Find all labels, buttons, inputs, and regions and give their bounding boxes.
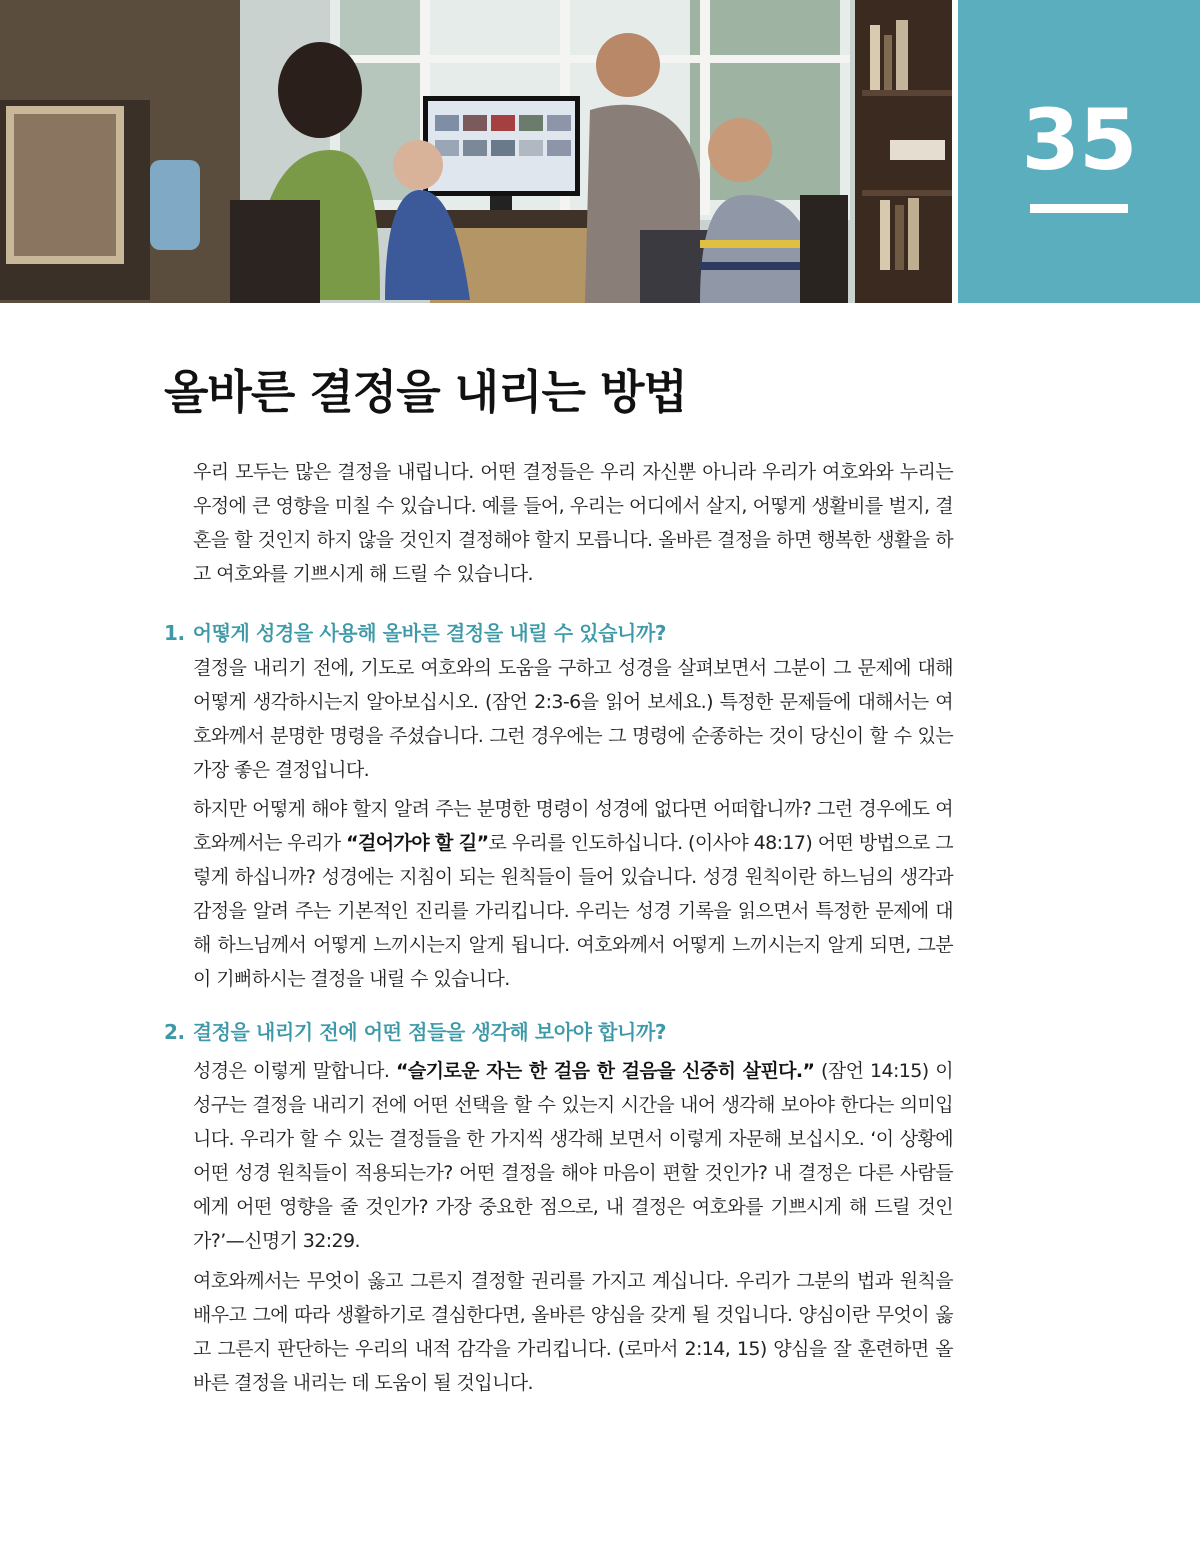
- scripture-quote: “슬기로운 자는 한 걸음 한 걸음을 신중히 살핀다.”: [395, 1060, 815, 1082]
- section1-paragraph-2-start: 하지만 어떻게 해야 할지 알려 주는 분명한 명령이 성경에 없다면 어떠합니까? 그런 경우에도 여호와께서는 우리가: [193, 798, 953, 854]
- section2-paragraph-1: [193, 1054, 953, 1258]
- section2-paragraph-1-end: (잠언 14:15) 이 성구는 결정을 내리기 전에 어떤 선택을 할 수 있는지 시간을 내어 생각해 보아야 한다는 의미입니다. 우리가 할 수 있는 결정들을 한 가지씩 생각해 보면서 이렇게 자문해 보십시오. ‘이 상황에 어떤 성경 원칙들이 적용되는가? 어떤 결정을 해야 마음이 편할 것인가? 내 결정은 다른 사람들에게 어떤 영향을 줄 것인가? 가장 중요한 점으로, 내 결정은 여호와를 기쁘시게 해 드릴 것인가?’—신명기 32:29.: [193, 1060, 953, 1252]
- question-number-2: 2.: [164, 1020, 185, 1044]
- family-computer-illustration: [0, 0, 952, 303]
- section1-paragraph-2-end: 로 우리를 인도하십니다. (이사야 48:17) 어떤 방법으로 그렇게 하십니까? 성경에는 지침이 되는 원칙들이 들어 있습니다. 성경 원칙이란 하느님의 생각과 감정을 알려 주는 기본적인 진리를 가리킵니다. 우리는 성경 기록을 읽으면서 특정한 문제에 대해 하느님께서 어떻게 느끼시는지 알게 됩니다. 여호와께서 어떻게 느끼시는지 알게 되면, 그분이 기뻐하시는 결정을 내릴 수 있습니다.: [193, 832, 953, 990]
- section2-paragraph-1-start: 성경은 이렇게 말합니다.: [193, 1060, 396, 1082]
- question-number-1: 1.: [164, 621, 185, 645]
- section2-paragraph-2: 여호와께서는 무엇이 옳고 그른지 결정할 권리를 가지고 계십니다. 우리가 그분의 법과 원칙을 배우고 그에 따라 생활하기로 결심한다면, 올바른 양심을 갖게 될 것입니다. 양심이란 무엇이 옳고 그른지 판단하는 우리의 내적 감각을 가리킵니다. (로마서 2:14, 15) 양심을 잘 훈련하면 올바른 결정을 내리는 데 도움이 될 것입니다.: [193, 1270, 953, 1394]
- question-heading-1: [164, 617, 666, 646]
- page-title: 올바른 결정을 내리는 방법: [164, 365, 687, 419]
- chapter-number: 35: [1021, 91, 1137, 189]
- intro-paragraph: 우리 모두는 많은 결정을 내립니다. 어떤 결정들은 우리 자신뿐 아니라 우리가 여호와와 누리는 우정에 큰 영향을 미칠 수 있습니다. 예를 들어, 우리는 어디에서 살지, 어떻게 생활비를 벌지, 결혼을 할 것인지 하지 않을 것인지 결정해야 할지 모릅니다. 올바른 결정을 하면 행복한 생활을 하고 여호와를 기쁘시게 해 드릴 수 있습니다.: [193, 461, 953, 585]
- hero-photo: [0, 0, 952, 303]
- chapter-tab: [958, 0, 1200, 303]
- question-heading-2: [164, 1016, 666, 1045]
- section1-paragraph-2: [193, 792, 953, 996]
- question-text-2: 결정을 내리기 전에 어떤 점들을 생각해 보아야 합니까?: [192, 1020, 667, 1044]
- question-text-1: 어떻게 성경을 사용해 올바른 결정을 내릴 수 있습니까?: [192, 621, 667, 645]
- chapter-underline: [1030, 204, 1128, 213]
- scripture-quote: “걸어가야 할 길”: [346, 832, 489, 854]
- section1-paragraph-1: 결정을 내리기 전에, 기도로 여호와의 도움을 구하고 성경을 살펴보면서 그분이 그 문제에 대해 어떻게 생각하시는지 알아보십시오. (잠언 2:3-6을 읽어 보세요.) 특정한 문제들에 대해서는 여호와께서 분명한 명령을 주셨습니다. 그런 경우에는 그 명령에 순종하는 것이 당신이 할 수 있는 가장 좋은 결정입니다.: [193, 657, 953, 781]
